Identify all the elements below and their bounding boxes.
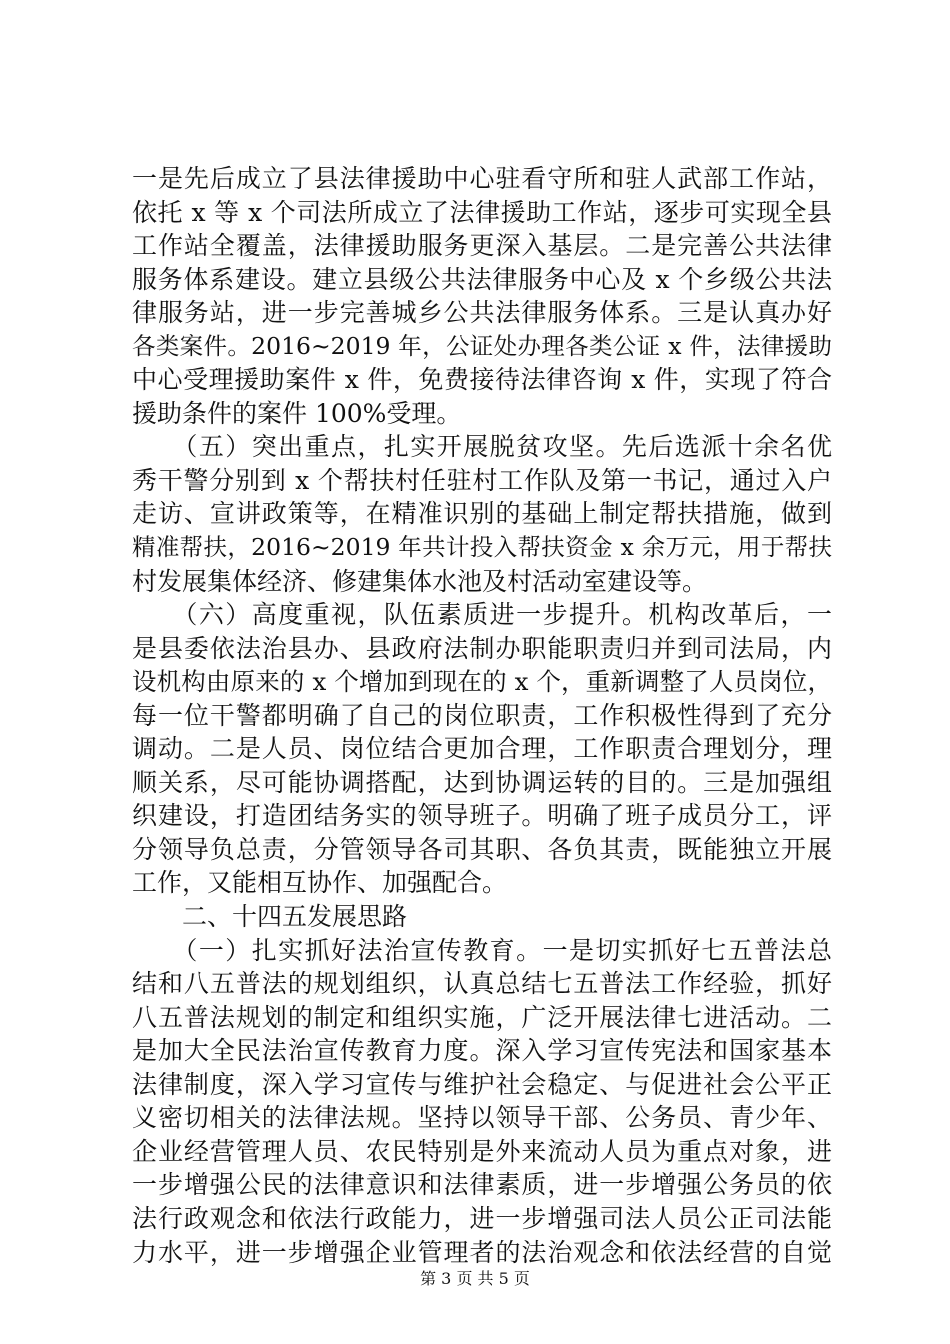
text-line: 二、十四五发展思路 <box>132 902 408 932</box>
text-line: 中心受理援助案件 x 件，免费接待法律咨询 x 件，实现了符合 <box>132 365 832 395</box>
text-line: 结和八五普法的规划组织，认真总结七五普法工作经验，抓好 <box>132 969 832 999</box>
text-line: 精准帮扶，2016~2019 年共计投入帮扶资金 x 余万元，用于帮扶 <box>132 533 832 562</box>
text-line: 顺关系，尽可能协调搭配，达到协调运转的目的。三是加强组 <box>132 767 832 797</box>
text-line: 工作，又能相互协作、加强配合。 <box>132 868 508 898</box>
text-line: 八五普法规划的制定和组织实施，广泛开展法律七进活动。二 <box>132 1002 832 1032</box>
text-line: 一是先后成立了县法律援助中心驻看守所和驻人武部工作站， <box>132 164 832 193</box>
text-line: （一）扎实抓好法治宣传教育。一是切实抓好七五普法总 <box>132 935 832 965</box>
text-line: 法行政观念和依法行政能力，进一步增强司法人员公正司法能 <box>132 1203 832 1233</box>
text-line: 企业经营管理人员、农民特别是外来流动人员为重点对象，进 <box>132 1136 832 1166</box>
text-line: 村发展集体经济、修建集体水池及村活动室建设等。 <box>132 566 708 596</box>
page-number-footer: 第 3 页 共 5 页 <box>420 1269 530 1288</box>
document-body <box>132 162 832 1269</box>
text-line: 工作站全覆盖，法律援助服务更深入基层。二是完善公共法律 <box>132 231 832 261</box>
text-line: 各类案件。2016~2019 年，公证处办理各类公证 x 件，法律援助 <box>132 331 832 360</box>
text-line: 走访、宣讲政策等，在精准识别的基础上制定帮扶措施，做到 <box>132 499 832 529</box>
text-line: 设机构由原来的 x 个增加到现在的 x 个，重新调整了人员岗位， <box>132 667 832 697</box>
text-line: 援助条件的案件 100%受理。 <box>132 398 462 428</box>
text-line: 依托 x 等 x 个司法所成立了法律援助工作站，逐步可实现全县 <box>132 197 832 227</box>
text-line: 织建设，打造团结务实的领导班子。明确了班子成员分工，评 <box>132 801 832 831</box>
text-line: （六）高度重视，队伍素质进一步提升。机构改革后，一 <box>132 600 832 630</box>
text-line: （五）突出重点，扎实开展脱贫攻坚。先后选派十余名优 <box>132 432 832 462</box>
text-line: 分领导负总责，分管领导各司其职、各负其责，既能独立开展 <box>132 834 832 864</box>
text-line: 每一位干警都明确了自己的岗位职责，工作积极性得到了充分 <box>132 700 832 730</box>
text-line: 法律制度，深入学习宣传与维护社会稳定、与促进社会公平正 <box>132 1069 832 1099</box>
text-line: 义密切相关的法律法规。坚持以领导干部、公务员、青少年、 <box>132 1103 832 1133</box>
text-line: 服务体系建设。建立县级公共法律服务中心及 x 个乡级公共法 <box>132 264 832 294</box>
text-line: 秀干警分别到 x 个帮扶村任驻村工作队及第一书记，通过入户 <box>132 465 832 495</box>
text-line: 是县委依法治县办、县政府法制办职能职责归并到司法局，内 <box>132 633 832 663</box>
text-line: 律服务站，进一步完善城乡公共法律服务体系。三是认真办好 <box>132 298 832 328</box>
text-line: 力水平，进一步增强企业管理者的法治观念和依法经营的自觉 <box>132 1237 832 1267</box>
text-line: 是加大全民法治宣传教育力度。深入学习宣传宪法和国家基本 <box>132 1036 832 1066</box>
text-line: 调动。二是人员、岗位结合更加合理，工作职责合理划分，理 <box>132 734 832 764</box>
text-line: 一步增强公民的法律意识和法律素质，进一步增强公务员的依 <box>132 1170 832 1200</box>
